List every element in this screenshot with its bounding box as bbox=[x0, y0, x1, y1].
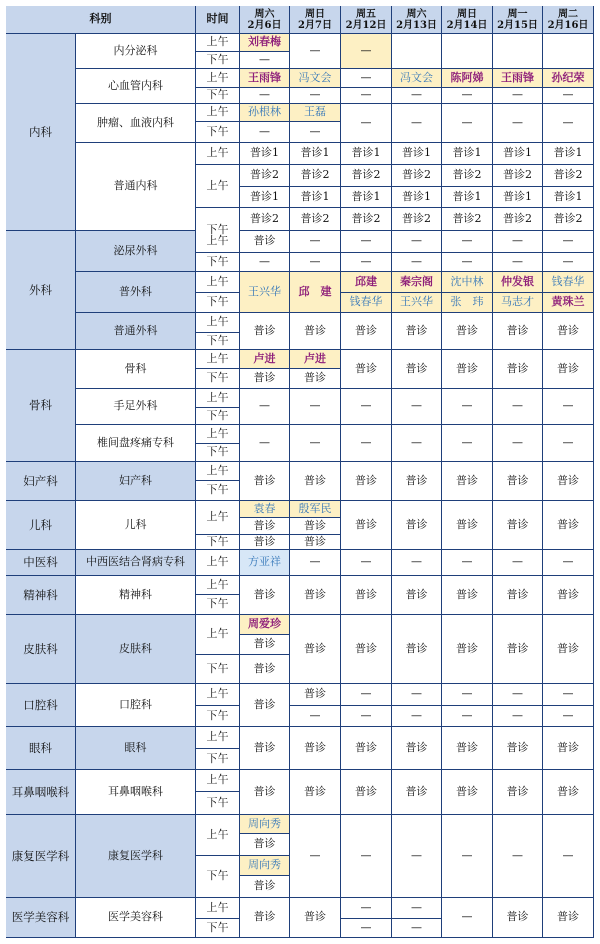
doctor-name-cell: 周向秀 bbox=[240, 815, 290, 834]
time-slot-am: 上午 bbox=[196, 550, 240, 576]
time-slot-pm: 下午 bbox=[196, 369, 240, 389]
closed-cell: — bbox=[493, 389, 543, 425]
clinic-cell: 普诊1 bbox=[493, 143, 543, 165]
time-slot-pm: 下午 bbox=[196, 856, 240, 898]
clinic-cell: 普诊 bbox=[392, 576, 442, 615]
clinic-cell: 普诊 bbox=[290, 898, 341, 938]
doctor-name-cell: 马志才 bbox=[493, 293, 543, 313]
clinic-cell: 普诊 bbox=[392, 313, 442, 350]
header-day-0 bbox=[240, 6, 290, 34]
closed-cell: — bbox=[290, 253, 341, 272]
closed-cell: — bbox=[493, 253, 543, 272]
clinic-cell: 普诊1 bbox=[290, 187, 341, 208]
department-cell: 口腔科 bbox=[6, 684, 76, 727]
closed-cell: — bbox=[543, 815, 594, 898]
subdepartment-cell: 普外科 bbox=[76, 272, 196, 313]
closed-cell: — bbox=[290, 550, 341, 576]
header-time: 时间 bbox=[196, 6, 240, 34]
doctor-name-cell: 袁春 bbox=[240, 501, 290, 518]
clinic-cell: 普诊 bbox=[341, 350, 392, 389]
time-slot-pm: 下午 bbox=[196, 253, 240, 272]
header-weekday: 周六 bbox=[406, 8, 427, 20]
doctor-name-cell: 沈中林 bbox=[442, 272, 493, 293]
closed-cell: — bbox=[341, 69, 392, 88]
clinic-cell: 普诊 bbox=[543, 727, 594, 770]
clinic-cell: 普诊 bbox=[240, 576, 290, 615]
time-slot-pm: 下午 bbox=[196, 706, 240, 727]
header-date: 2月16日 bbox=[547, 19, 589, 31]
clinic-cell: 普诊 bbox=[392, 770, 442, 815]
doctor-name-cell: 孙根林 bbox=[240, 104, 290, 122]
clinic-cell: 普诊 bbox=[240, 462, 290, 501]
closed-cell: — bbox=[341, 34, 392, 69]
time-slot-am: 上午 bbox=[196, 104, 240, 122]
subdepartment-cell: 骨科 bbox=[76, 350, 196, 389]
subdepartment-cell: 皮肤科 bbox=[76, 615, 196, 684]
closed-cell: — bbox=[392, 231, 442, 253]
closed-cell: — bbox=[290, 34, 341, 69]
time-slot-am: 上午 bbox=[196, 231, 240, 253]
clinic-cell: 普诊2 bbox=[240, 165, 290, 187]
clinic-cell: 普诊 bbox=[341, 727, 392, 770]
clinic-cell bbox=[392, 34, 442, 69]
closed-cell: — bbox=[442, 550, 493, 576]
header-day-6 bbox=[543, 6, 594, 34]
clinic-cell: 普诊 bbox=[442, 462, 493, 501]
clinic-cell: 普诊 bbox=[442, 313, 493, 350]
time-slot-pm: 下午 bbox=[196, 122, 240, 143]
clinic-cell: 普诊2 bbox=[392, 208, 442, 231]
time-slot-am: 上午 bbox=[196, 313, 240, 333]
clinic-cell: 普诊2 bbox=[493, 165, 543, 187]
subdepartment-cell: 肿瘤、血液内科 bbox=[76, 104, 196, 143]
time-slot-am: 上午 bbox=[196, 165, 240, 208]
clinic-cell: 普诊 bbox=[240, 655, 290, 684]
closed-cell: — bbox=[290, 706, 341, 727]
subdepartment-cell: 中西医结合肾病专科 bbox=[76, 550, 196, 576]
clinic-cell: 普诊2 bbox=[240, 208, 290, 231]
closed-cell: — bbox=[493, 104, 543, 143]
header-weekday: 周一 bbox=[507, 8, 528, 20]
time-slot-am: 上午 bbox=[196, 350, 240, 369]
closed-cell: — bbox=[341, 550, 392, 576]
time-slot-pm: 下午 bbox=[196, 535, 240, 550]
clinic-cell: 普诊1 bbox=[493, 187, 543, 208]
clinic-cell: 普诊 bbox=[290, 684, 341, 706]
time-slot-pm: 下午 bbox=[196, 595, 240, 615]
closed-cell: — bbox=[543, 104, 594, 143]
closed-cell: — bbox=[442, 898, 493, 938]
doctor-name-cell: 邱 建 bbox=[290, 272, 341, 313]
closed-cell: — bbox=[442, 389, 493, 425]
department-cell: 眼科 bbox=[6, 727, 76, 770]
doctor-name-cell: 王雨锋 bbox=[240, 69, 290, 88]
doctor-name-cell: 王雨锋 bbox=[493, 69, 543, 88]
doctor-name-cell: 王兴华 bbox=[392, 293, 442, 313]
time-slot-am: 上午 bbox=[196, 727, 240, 749]
closed-cell: — bbox=[290, 231, 341, 253]
header-day-3 bbox=[392, 6, 442, 34]
closed-cell: — bbox=[240, 253, 290, 272]
header-weekday: 周五 bbox=[356, 8, 376, 20]
closed-cell: — bbox=[392, 550, 442, 576]
doctor-name-cell: 冯文会 bbox=[290, 69, 341, 88]
clinic-cell: 普诊 bbox=[543, 350, 594, 389]
clinic-cell: 普诊1 bbox=[543, 187, 594, 208]
clinic-cell: 普诊 bbox=[341, 576, 392, 615]
closed-cell: — bbox=[442, 104, 493, 143]
subdepartment-cell: 儿科 bbox=[76, 501, 196, 550]
clinic-cell: 普诊 bbox=[290, 535, 341, 550]
clinic-cell: 普诊 bbox=[493, 615, 543, 684]
clinic-cell: 普诊2 bbox=[442, 208, 493, 231]
closed-cell: — bbox=[240, 425, 290, 462]
clinic-cell: 普诊2 bbox=[290, 165, 341, 187]
clinic-cell: 普诊1 bbox=[543, 143, 594, 165]
closed-cell: — bbox=[341, 104, 392, 143]
clinic-cell: 普诊2 bbox=[493, 208, 543, 231]
closed-cell: — bbox=[543, 231, 594, 253]
closed-cell: — bbox=[392, 684, 442, 706]
subdepartment-cell: 康复医学科 bbox=[76, 815, 196, 898]
clinic-cell: 普诊 bbox=[493, 770, 543, 815]
doctor-name-cell: 秦宗阁 bbox=[392, 272, 442, 293]
time-slot-pm: 下午 bbox=[196, 792, 240, 815]
doctor-name-cell: 卢进 bbox=[290, 350, 341, 369]
clinic-cell: 普诊2 bbox=[341, 208, 392, 231]
clinic-cell: 普诊 bbox=[543, 576, 594, 615]
closed-cell: — bbox=[543, 88, 594, 104]
clinic-cell: 普诊1 bbox=[341, 143, 392, 165]
closed-cell: — bbox=[341, 898, 392, 919]
time-slot-am: 上午 bbox=[196, 815, 240, 856]
clinic-cell: 普诊 bbox=[392, 350, 442, 389]
department-cell: 妇产科 bbox=[6, 462, 76, 501]
doctor-name-cell: 王磊 bbox=[290, 104, 341, 122]
closed-cell: — bbox=[543, 425, 594, 462]
clinic-cell: 普诊2 bbox=[543, 208, 594, 231]
clinic-cell: 普诊 bbox=[341, 313, 392, 350]
clinic-cell: 普诊 bbox=[392, 462, 442, 501]
clinic-cell: 普诊 bbox=[493, 313, 543, 350]
closed-cell: — bbox=[543, 550, 594, 576]
closed-cell: — bbox=[493, 425, 543, 462]
clinic-cell: 普诊 bbox=[290, 313, 341, 350]
closed-cell: — bbox=[493, 684, 543, 706]
clinic-cell: 普诊 bbox=[240, 727, 290, 770]
closed-cell: — bbox=[493, 815, 543, 898]
subdepartment-cell: 妇产科 bbox=[76, 462, 196, 501]
time-slot-am: 上午 bbox=[196, 389, 240, 408]
closed-cell: — bbox=[290, 425, 341, 462]
clinic-cell: 普诊 bbox=[493, 898, 543, 938]
header-weekday: 周二 bbox=[558, 8, 578, 20]
doctor-name-cell: 刘春梅 bbox=[240, 34, 290, 52]
header-date: 2月6日 bbox=[247, 19, 282, 31]
closed-cell: — bbox=[341, 706, 392, 727]
department-cell: 骨科 bbox=[6, 350, 76, 462]
clinic-cell: 普诊 bbox=[543, 898, 594, 938]
clinic-cell: 普诊 bbox=[543, 615, 594, 684]
doctor-name-cell: 钱春华 bbox=[543, 272, 594, 293]
clinic-cell: 普诊 bbox=[442, 615, 493, 684]
clinic-cell: 普诊2 bbox=[392, 165, 442, 187]
department-cell: 耳鼻咽喉科 bbox=[6, 770, 76, 815]
subdepartment-cell: 眼科 bbox=[76, 727, 196, 770]
clinic-cell: 普诊1 bbox=[392, 187, 442, 208]
subdepartment-cell: 耳鼻咽喉科 bbox=[76, 770, 196, 815]
closed-cell: — bbox=[392, 104, 442, 143]
subdepartment-cell: 泌尿外科 bbox=[76, 231, 196, 272]
clinic-cell: 普诊 bbox=[392, 615, 442, 684]
clinic-cell: 普诊2 bbox=[442, 165, 493, 187]
doctor-name-cell: 张 玮 bbox=[442, 293, 493, 313]
time-slot-pm: 下午 bbox=[196, 919, 240, 938]
clinic-cell: 普诊 bbox=[240, 313, 290, 350]
doctor-name-cell: 卢进 bbox=[240, 350, 290, 369]
doctor-name-cell: 邱建 bbox=[341, 272, 392, 293]
department-cell: 外科 bbox=[6, 231, 76, 350]
clinic-cell: 普诊1 bbox=[442, 187, 493, 208]
closed-cell: — bbox=[493, 706, 543, 727]
header-date: 2月14日 bbox=[446, 19, 488, 31]
clinic-cell: 普诊1 bbox=[290, 143, 341, 165]
subdepartment-cell: 医学美容科 bbox=[76, 898, 196, 938]
clinic-cell: 普诊 bbox=[543, 462, 594, 501]
time-slot-am: 上午 bbox=[196, 143, 240, 165]
clinic-cell: 普诊1 bbox=[442, 143, 493, 165]
clinic-cell: 普诊 bbox=[442, 727, 493, 770]
closed-cell: — bbox=[493, 88, 543, 104]
clinic-cell: 普诊 bbox=[240, 898, 290, 938]
clinic-cell: 普诊2 bbox=[290, 208, 341, 231]
closed-cell: — bbox=[341, 253, 392, 272]
closed-cell: — bbox=[392, 706, 442, 727]
time-slot-am: 上午 bbox=[196, 272, 240, 293]
time-slot-am: 上午 bbox=[196, 462, 240, 481]
closed-cell: — bbox=[543, 253, 594, 272]
closed-cell: — bbox=[493, 550, 543, 576]
subdepartment-cell: 手足外科 bbox=[76, 389, 196, 425]
clinic-cell bbox=[493, 34, 543, 69]
department-cell: 皮肤科 bbox=[6, 615, 76, 684]
clinic-cell: 普诊 bbox=[341, 462, 392, 501]
clinic-cell: 普诊 bbox=[240, 876, 290, 898]
clinic-cell: 普诊 bbox=[543, 313, 594, 350]
department-cell: 康复医学科 bbox=[6, 815, 76, 898]
closed-cell: — bbox=[341, 88, 392, 104]
time-slot-pm: 下午 bbox=[196, 208, 240, 253]
time-slot-am: 上午 bbox=[196, 770, 240, 792]
clinic-cell: 普诊 bbox=[240, 231, 290, 253]
clinic-cell: 普诊 bbox=[493, 462, 543, 501]
clinic-cell: 普诊 bbox=[341, 770, 392, 815]
clinic-cell: 普诊 bbox=[240, 518, 290, 535]
clinic-cell: 普诊 bbox=[240, 535, 290, 550]
clinic-cell: 普诊 bbox=[442, 770, 493, 815]
header-date: 2月13日 bbox=[396, 19, 437, 31]
doctor-name-cell: 周向秀 bbox=[240, 856, 290, 876]
closed-cell: — bbox=[493, 231, 543, 253]
time-slot-pm: 下午 bbox=[196, 655, 240, 684]
closed-cell: — bbox=[442, 253, 493, 272]
time-slot-am: 上午 bbox=[196, 425, 240, 444]
header-day-5 bbox=[493, 6, 543, 34]
time-slot-am: 上午 bbox=[196, 615, 240, 655]
time-slot-pm: 下午 bbox=[196, 408, 240, 425]
clinic-cell: 普诊2 bbox=[341, 165, 392, 187]
closed-cell: — bbox=[543, 389, 594, 425]
header-day-4 bbox=[442, 6, 493, 34]
time-slot-pm: 下午 bbox=[196, 52, 240, 69]
time-slot-am: 上午 bbox=[196, 576, 240, 595]
header-weekday: 周日 bbox=[457, 8, 477, 20]
subdepartment-cell: 普通内科 bbox=[76, 143, 196, 231]
header-date: 2月12日 bbox=[345, 19, 387, 31]
closed-cell: — bbox=[240, 52, 290, 69]
clinic-cell: 普诊 bbox=[290, 369, 341, 389]
department-cell: 内科 bbox=[6, 34, 76, 231]
clinic-cell: 普诊 bbox=[341, 501, 392, 550]
subdepartment-cell: 普通外科 bbox=[76, 313, 196, 350]
header-day-2 bbox=[341, 6, 392, 34]
subdepartment-cell: 精神科 bbox=[76, 576, 196, 615]
time-slot-pm: 下午 bbox=[196, 293, 240, 313]
closed-cell: — bbox=[290, 815, 341, 898]
doctor-name-cell: 冯文会 bbox=[392, 69, 442, 88]
time-slot-am: 上午 bbox=[196, 898, 240, 919]
clinic-cell: 普诊 bbox=[240, 770, 290, 815]
time-slot-am: 上午 bbox=[196, 34, 240, 52]
header-weekday: 周日 bbox=[305, 8, 325, 20]
clinic-cell: 普诊 bbox=[543, 501, 594, 550]
time-slot-am: 上午 bbox=[196, 684, 240, 706]
clinic-cell: 普诊 bbox=[290, 462, 341, 501]
department-cell: 儿科 bbox=[6, 501, 76, 550]
subdepartment-cell: 心血管内科 bbox=[76, 69, 196, 104]
closed-cell: — bbox=[392, 898, 442, 919]
clinic-cell: 普诊 bbox=[493, 501, 543, 550]
closed-cell: — bbox=[240, 122, 290, 143]
closed-cell: — bbox=[341, 684, 392, 706]
clinic-cell: 普诊 bbox=[240, 635, 290, 655]
header-date: 2月7日 bbox=[298, 19, 332, 31]
clinic-cell: 普诊 bbox=[442, 350, 493, 389]
clinic-cell: 普诊 bbox=[240, 369, 290, 389]
subdepartment-cell: 椎间盘疼痛专科 bbox=[76, 425, 196, 462]
clinic-cell: 普诊 bbox=[290, 615, 341, 684]
clinic-cell: 普诊 bbox=[290, 576, 341, 615]
closed-cell: — bbox=[392, 253, 442, 272]
closed-cell: — bbox=[240, 88, 290, 104]
clinic-cell: 普诊 bbox=[240, 684, 290, 727]
closed-cell: — bbox=[290, 88, 341, 104]
time-slot-am: 上午 bbox=[196, 69, 240, 88]
clinic-cell: 普诊 bbox=[442, 576, 493, 615]
doctor-name-cell: 仲发银 bbox=[493, 272, 543, 293]
clinic-cell: 普诊1 bbox=[392, 143, 442, 165]
doctor-name-cell: 黄珠兰 bbox=[543, 293, 594, 313]
clinic-cell: 普诊 bbox=[493, 350, 543, 389]
closed-cell: — bbox=[341, 425, 392, 462]
header-date: 2月15日 bbox=[497, 19, 538, 31]
closed-cell: — bbox=[341, 815, 392, 898]
department-cell: 医学美容科 bbox=[6, 898, 76, 938]
closed-cell: — bbox=[543, 684, 594, 706]
closed-cell: — bbox=[442, 684, 493, 706]
clinic-cell: 普诊 bbox=[442, 501, 493, 550]
clinic-cell: 普诊2 bbox=[543, 165, 594, 187]
closed-cell: — bbox=[442, 425, 493, 462]
closed-cell: — bbox=[442, 231, 493, 253]
clinic-cell: 普诊 bbox=[290, 727, 341, 770]
closed-cell: — bbox=[341, 389, 392, 425]
time-slot-pm: 下午 bbox=[196, 749, 240, 770]
closed-cell: — bbox=[392, 88, 442, 104]
doctor-name-cell: 王兴华 bbox=[240, 272, 290, 313]
subdepartment-cell: 内分泌科 bbox=[76, 34, 196, 69]
doctor-name-cell: 方亚祥 bbox=[240, 550, 290, 576]
clinic-cell bbox=[442, 34, 493, 69]
clinic-cell: 普诊 bbox=[493, 727, 543, 770]
closed-cell: — bbox=[240, 389, 290, 425]
clinic-cell: 普诊 bbox=[493, 576, 543, 615]
closed-cell: — bbox=[392, 425, 442, 462]
closed-cell: — bbox=[290, 389, 341, 425]
header-dept: 科别 bbox=[6, 6, 196, 34]
time-slot-pm: 下午 bbox=[196, 333, 240, 350]
time-slot-am: 上午 bbox=[196, 501, 240, 535]
doctor-name-cell: 钱春华 bbox=[341, 293, 392, 313]
doctor-name-cell: 孙纪荣 bbox=[543, 69, 594, 88]
clinic-cell: 普诊 bbox=[392, 727, 442, 770]
closed-cell: — bbox=[341, 231, 392, 253]
doctor-name-cell: 周爱珍 bbox=[240, 615, 290, 635]
doctor-name-cell: 殷军民 bbox=[290, 501, 341, 518]
clinic-cell: 普诊1 bbox=[341, 187, 392, 208]
clinic-cell: 普诊 bbox=[290, 770, 341, 815]
clinic-cell: 普诊1 bbox=[240, 187, 290, 208]
closed-cell: — bbox=[392, 815, 442, 898]
header-day-1 bbox=[290, 6, 341, 34]
clinic-cell bbox=[543, 34, 594, 69]
closed-cell: — bbox=[442, 706, 493, 727]
closed-cell: — bbox=[543, 706, 594, 727]
subdepartment-cell: 口腔科 bbox=[76, 684, 196, 727]
doctor-name-cell: 陈阿娣 bbox=[442, 69, 493, 88]
department-cell: 中医科 bbox=[6, 550, 76, 576]
closed-cell: — bbox=[341, 919, 392, 938]
closed-cell: — bbox=[442, 88, 493, 104]
clinic-cell: 普诊 bbox=[392, 501, 442, 550]
time-slot-pm: 下午 bbox=[196, 88, 240, 104]
closed-cell: — bbox=[392, 389, 442, 425]
closed-cell: — bbox=[290, 122, 341, 143]
time-slot-pm: 下午 bbox=[196, 444, 240, 462]
clinic-cell: 普诊 bbox=[341, 615, 392, 684]
closed-cell: — bbox=[392, 919, 442, 938]
clinic-cell: 普诊1 bbox=[240, 143, 290, 165]
clinic-cell: 普诊 bbox=[240, 834, 290, 856]
time-slot-pm: 下午 bbox=[196, 481, 240, 501]
clinic-cell: 普诊 bbox=[290, 518, 341, 535]
clinic-cell: 普诊 bbox=[543, 770, 594, 815]
header-weekday: 周六 bbox=[254, 8, 275, 20]
department-cell: 精神科 bbox=[6, 576, 76, 615]
closed-cell: — bbox=[442, 815, 493, 898]
